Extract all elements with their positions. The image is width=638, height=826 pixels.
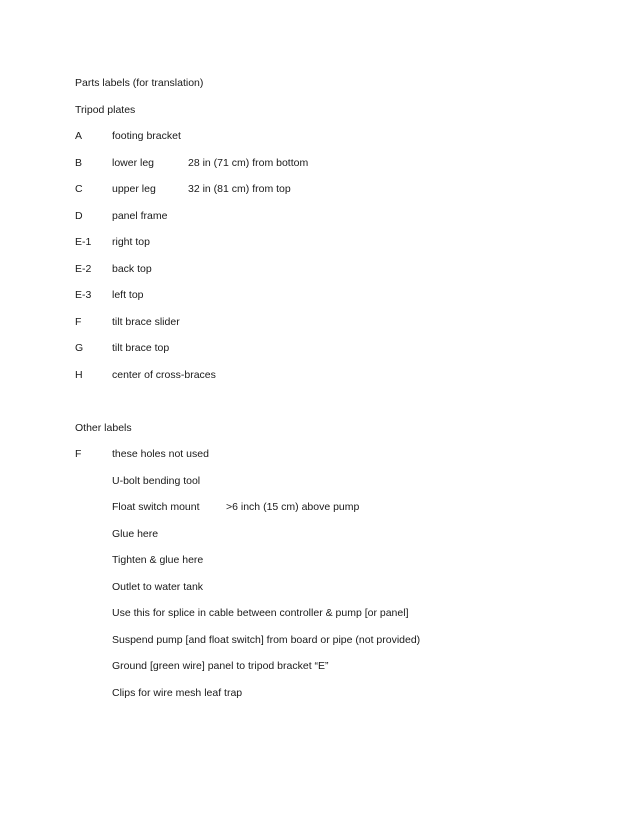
document-title: Parts labels (for translation) bbox=[75, 77, 204, 89]
part-code: E-2 bbox=[75, 263, 92, 275]
label-text: Tighten & glue here bbox=[112, 554, 204, 566]
label-text: Suspend pump [and float switch] from board or pipe (not provided) bbox=[112, 634, 421, 646]
label-text: Glue here bbox=[112, 528, 159, 540]
part-code: G bbox=[75, 342, 84, 354]
label-text: Clips for wire mesh leaf trap bbox=[112, 687, 243, 699]
part-label: tilt brace top bbox=[112, 342, 170, 354]
label-text: Use this for splice in cable between controller & pump [or panel] bbox=[112, 607, 409, 619]
section-heading-other: Other labels bbox=[75, 422, 132, 434]
label-code: F bbox=[75, 448, 82, 460]
part-label: lower leg bbox=[112, 157, 155, 169]
label-text: U-bolt bending tool bbox=[112, 475, 201, 487]
part-label: tilt brace slider bbox=[112, 316, 180, 328]
section-heading-tripod: Tripod plates bbox=[75, 104, 136, 116]
part-label: panel frame bbox=[112, 210, 168, 222]
label-text: Outlet to water tank bbox=[112, 581, 204, 593]
part-label: right top bbox=[112, 236, 150, 248]
label-text: these holes not used bbox=[112, 448, 209, 460]
part-note: 32 in (81 cm) from top bbox=[188, 183, 291, 195]
part-label: footing bracket bbox=[112, 130, 181, 142]
part-code: E-3 bbox=[75, 289, 92, 301]
part-note: 28 in (71 cm) from bottom bbox=[188, 157, 309, 169]
part-label: back top bbox=[112, 263, 152, 275]
part-code: H bbox=[75, 369, 83, 381]
part-code: D bbox=[75, 210, 83, 222]
part-code: A bbox=[75, 130, 83, 142]
part-label: upper leg bbox=[112, 183, 156, 195]
part-code: B bbox=[75, 157, 83, 169]
part-code: C bbox=[75, 183, 83, 195]
part-label: center of cross-braces bbox=[112, 369, 216, 381]
part-label: left top bbox=[112, 289, 144, 301]
part-code: F bbox=[75, 316, 82, 328]
label-note: >6 inch (15 cm) above pump bbox=[226, 501, 360, 513]
label-text: Ground [green wire] panel to tripod bracket “E” bbox=[112, 660, 329, 672]
part-code: E-1 bbox=[75, 236, 92, 248]
label-text: Float switch mount bbox=[112, 501, 200, 513]
